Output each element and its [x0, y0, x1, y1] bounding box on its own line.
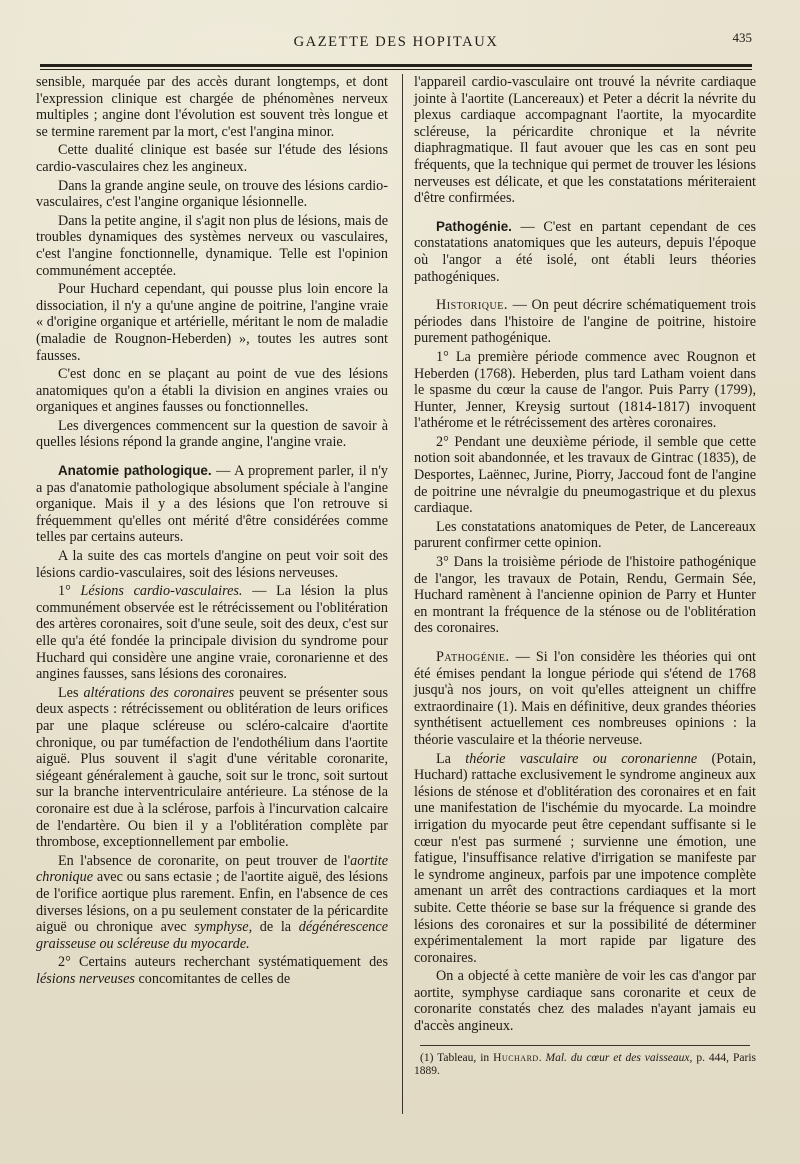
paragraph-text: Les [58, 684, 84, 701]
paragraph: 3° Dans la troisième période de l'histoire pathogénique de l'angor, les travaux de Potain, Rendu, Germain Sée, Huchard ramènent à l'ancienne opinion de Parry et Hunter en montrant la fréquence de la sténose ou de l'oblitération des coronaires. [414, 554, 756, 637]
italic-term: symphyse, [194, 919, 253, 936]
paragraph-text: de la [252, 919, 299, 936]
footnote [414, 1052, 756, 1079]
footnote-title: Mal. du cœur et des vaisseaux, [545, 1051, 693, 1064]
paragraph-text: En l'absence de coronarite, on peut trouver de l' [58, 852, 351, 869]
paragraph: Dans la petite angine, il s'agit non plus de lésions, mais de troubles dynamiques des systèmes nerveux ou vasculaires, c'est l'angine fonctionnelle, dynamique. Telle est l'opinion communément acceptée. [36, 212, 388, 279]
paragraph: 2° Pendant une deuxième période, il semble que cette notion soit abandonnée, et les travaux de Gintrac (1835), de Desportes, Laënnec, Jurine, Piorry, Jaccoud font de l'angine de poitrine une névralgie du pneumogastrique et du plexus cardiaque. [414, 433, 756, 517]
paragraph [36, 583, 388, 683]
historique-paragraph [414, 297, 756, 347]
paragraph-text: — La lésion la plus communément observée est le rétrécissement ou l'oblitération des artères coronaires, soit d'une seule, soit des deux, c'est sur elle qu'a été fondée la principale division du syndrome pour Huchard qui considère une angine vraie, coronarienne et des angines fausses, sans lésions des coronaires. [36, 583, 388, 683]
paragraph: Cette dualité clinique est basée sur l'étude des lésions cardio-vasculaires chez les angineux. [36, 142, 388, 175]
section-heading-pathogenie: Pathogénie. [436, 218, 512, 234]
paragraph-text: (Potain, Huchard) rattache exclusivement le syndrome angineux aux lésions de sténose et d'oblitération des coronaires et en fait une manifestation de l'ischémie du myocarde. La moindre irrigation du myocarde peut être cependant suffisante si le cœur n'est pas surmené ; survienne une émotion, une fatigue, l'insuffisance relative d'irrigation se manifeste par le syndrome angineux, parfois par une impotence complète amenant un arrêt des contractions cardiaques et la mort subite. Cette théorie se base sur la fréquence si grande des lésions des coronaires et sur la possibilité de déterminer expérimentalement la mort rapide par ligature des coronaires. [414, 750, 756, 966]
footnote-text: (1) Tableau, in [420, 1051, 494, 1064]
paragraph: 1° La première période commence avec Rougnon et Heberden (1768). Heberden, plus tard Latham voient dans le spasme du cœur la cause de l'angor. Puis Parry (1799), Hunter, Jenner, Kreysig surtout (1814-1817) invoquent l'athérome et le rétrécissement des artères coronaires. [414, 348, 756, 432]
paragraph: l'appareil cardio-vasculaire ont trouvé la névrite cardiaque jointe à l'aortite (Lancereaux) et Peter a décrit la névrite du plexus cardiaque accompagnant l'aortite, la myocardite scléreuse, la péricardite chronique et la névrite diaphragmatique. Il faut avouer que les cas en sont peu fréquents, que la technique qui permet de trouver les lésions nerveuses est délicate, et que les constatations mériteraient d'être confirmées. [414, 74, 756, 207]
paragraph-text: La [436, 750, 466, 767]
paragraph [36, 853, 388, 953]
paragraph-text: concomitantes de celles de [134, 970, 291, 987]
right-column [414, 74, 756, 1081]
journal-title: GAZETTE DES HOPITAUX [293, 34, 499, 50]
paragraph-text: avec ou sans ectasie ; de l'aortite aiguë, des lésions de l'orifice aortique plus rarement. Enfin, en l'absence de ces diverses lésions, on a pu seulement constater de la péricardite aiguë ou chronique avec [36, 869, 388, 936]
paragraph: Les constatations anatomiques de Peter, de Lancereaux parurent confirmer cette opinion. [414, 518, 756, 552]
italic-term: lésions nerveuses [36, 970, 135, 987]
paragraph-text: — On peut décrire schématiquement trois périodes dans l'histoire de l'angine de poitrine, histoire purement pathogénique. [414, 297, 756, 347]
paragraph: Les divergences commencent sur la question de savoir à quelles lésions répond la grande angine, l'angine vraie. [36, 417, 388, 451]
italic-term: Lésions cardio-vasculaires. [80, 583, 243, 600]
page-number: 435 [732, 30, 752, 45]
footnote-author: Huchard [493, 1051, 539, 1064]
subheading-historique: Historique. [436, 297, 508, 314]
section-heading-anatomie: Anatomie pathologique. [58, 463, 212, 479]
paragraph [36, 685, 388, 851]
italic-term: aortite chronique [36, 852, 388, 886]
left-column [36, 74, 388, 989]
footnote-text: p. 444, Paris 1889. [414, 1051, 756, 1078]
paragraph-text: — Si l'on considère les théories qui ont été émises pendant la longue période qui s'étend de 1768 jusqu'à nos jours, on voit qu'elles atteignent un chiffre extraordinaire (1). Mais en définitive, deux grandes théories synthétisent actuellement ces nombreuses opinions : la théorie vasculaire et la théorie nerveuse. [414, 649, 756, 748]
section-text: — A proprement parler, il n'y a pas d'anatomie pathologique absolument spéciale à l'angine organique. Mais il y a des lésions que l'on retrouve si fréquemment qu'elles ont mérité d'être considérées comme telles par certains auteurs. [36, 463, 388, 546]
section-text: — C'est en partant cependant de ces constatations anatomiques que les auteurs, depuis l'époque où l'angor a été isolé, ont établi leurs théories pathogéniques. [414, 218, 756, 285]
item-number: 1° [58, 583, 81, 600]
italic-term: théorie vasculaire ou coronarienne [465, 750, 698, 767]
footnote-rule [420, 1045, 750, 1046]
header-rule-thin [40, 69, 752, 70]
header-rule-thick [40, 64, 752, 67]
column-divider [402, 74, 403, 1114]
paragraph: Pour Huchard cependant, qui pousse plus loin encore la dissociation, il n'y a qu'une angine de poitrine, l'angine vraie « d'origine organique et artérielle, méritant le nom de maladie (maladie de Rougnon-Heberden) », toutes les autres sont fausses. [36, 281, 388, 364]
paragraph: On a objecté à cette manière de voir les cas d'angor par aortite, symphyse cardiaque sans coronarite et ceux de coronarite constatés chez des malades n'ayant jamais eu d'accès angineux. [414, 968, 756, 1035]
paragraph [414, 751, 756, 967]
running-header [40, 30, 752, 52]
italic-term: altérations des coronaires [83, 684, 235, 701]
pathogenie-section [414, 219, 756, 285]
paragraph [36, 954, 388, 987]
paragraph: A la suite des cas mortels d'angine on peut voir soit des lésions cardio-vasculaires, soit des lésions nerveuses. [36, 548, 388, 581]
anatomy-section [36, 463, 388, 546]
paragraph: C'est donc en se plaçant au point de vue des lésions anatomiques qu'on a établi la division en angines vraies ou organiques et angines fausses ou fonctionnelles. [36, 366, 388, 416]
paragraph-text: peuvent se présenter sous deux aspects : rétrécissement ou oblitération de leurs orifices par une plaque scléreuse ou scléro-calcaire d'aortite chronique, ou par tuméfaction de l'endothélium dans l'aortite aiguë. Plus souvent il s'agit d'une véritable coronarite, siégeant généralement à gauche, soit sur le tronc, soit surtout sur la branche interventriculaire antérieure. La sténose de la coronaire est due à la sclérose, parfois à l'incurvation calcaire de l'endartère. Ou bien il y a l'oblitération complète par thrombose, exceptionnellement par embolie. [36, 684, 388, 851]
paragraph: sensible, marquée par des accès durant longtemps, et dont l'expression clinique est chargée de phénomènes nerveux multiples ; angine dont l'évolution est souvent très longue et se termine rarement par la mort, c'est l'angina minor. [36, 74, 388, 140]
subheading-pathogenie: Pathogénie. [436, 649, 510, 665]
paragraph: Dans la grande angine seule, on trouve des lésions cardio-vasculaires, c'est l'angine organique lésionnelle. [36, 177, 388, 211]
footnote-text: . [538, 1051, 546, 1064]
pathogenie-paragraph [414, 649, 756, 749]
paragraph-text: 2° Certains auteurs recherchant systématiquement des [58, 954, 388, 971]
italic-term: dégénérescence graisseuse ou scléreuse du myocarde. [36, 919, 388, 952]
